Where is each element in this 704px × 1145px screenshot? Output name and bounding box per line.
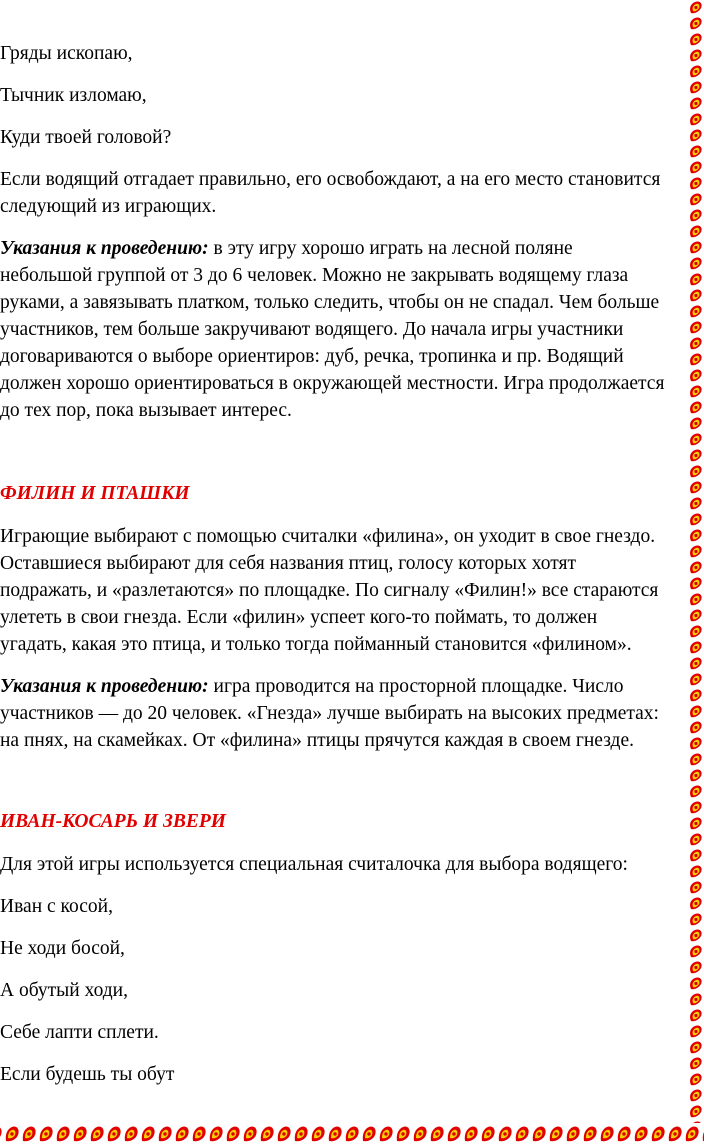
paragraph-line: улететь в свои гнезда. Если «филин» успеет кого-то поймать, то должен [0,607,598,628]
ivan-intro: Для этой игры используется специальная считалочка для выбора водящего: [0,854,628,875]
paragraph-line: небольшой группой от 3 до 6 человек. Можно не закрывать водящему глаза [0,265,629,286]
ornament-border-bottom [0,1123,704,1145]
instructions-label: Указания к проведению: [0,238,209,259]
poem-line: Иван с косой, [0,896,113,917]
poem-line: Гряды ископаю, [0,43,133,64]
poem-line: Куди твоей головой? [0,127,172,148]
instructions-text: игра проводится на просторной площадке. Число [208,676,624,697]
poem-line: Тычник изломаю, [0,85,147,106]
owl-instructions [0,673,659,754]
paragraph-line: на пнях, на скамейках. От «филина» птицы прячутся каждая в своем гнезде. [0,730,635,751]
paragraph-line: Оставшиеся выбирают для себя названия птиц, голосу которых хотят [0,553,576,574]
paragraph-line: руками, а завязывать платком, только следить, чтобы он не спадал. Чем больше [0,292,660,313]
paragraph-line: участников, тем больше закручивают водящего. До начала игры участники [0,319,624,340]
paragraph-line: Если водящий отгадает правильно, его освобождают, а на его место становится [0,169,661,190]
instructions-text: в эту игру хорошо играть на лесной поляне [208,238,573,259]
ornament-border-right [688,0,704,1145]
paragraph-line: до тех пор, пока вызывает интерес. [0,400,292,421]
paragraph-line: угадать, какая это птица, и только тогда пойманный становится «филином». [0,634,632,655]
poem-line: Не ходи босой, [0,938,125,959]
paragraph-line: должен хорошо ориентироваться в окружающей местности. Игра продолжается [0,373,665,394]
paragraph-line: подражать, и «разлетаются» по площадке. По сигналу «Филин!» все стараются [0,580,659,601]
poem-line: Себе лапти сплети. [0,1022,159,1043]
paragraph-line: участников — до 20 человек. «Гнезда» лучше выбирать на высоких предметах: [0,703,659,724]
poem-line: А обутый ходи, [0,980,128,1001]
paragraph-line [0,235,664,262]
instructions-paragraph-1 [0,235,664,424]
section-title-owl: ФИЛИН И ПТАШКИ [0,483,190,504]
owl-description [0,523,658,658]
poem-line: Если будешь ты обут [0,1064,175,1085]
paragraph-line: следующий из играющих. [0,196,217,217]
paragraph-line [0,673,659,700]
paragraph-line: договариваются о выборе ориентиров: дуб, речка, тропинка и пр. Водящий [0,346,624,367]
paragraph-line: Играющие выбирают с помощью считалки «филина», он уходит в свое гнездо. [0,526,656,547]
instructions-label: Указания к проведению: [0,676,209,697]
paragraph-guess [0,166,660,220]
section-title-ivan: ИВАН-КОСАРЬ И ЗВЕРИ [0,811,226,832]
